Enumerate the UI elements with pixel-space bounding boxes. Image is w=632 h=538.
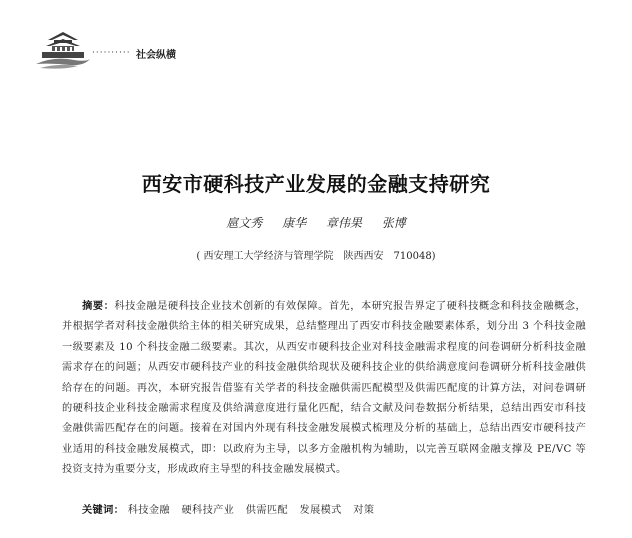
article-title: 西安市硬科技产业发展的金融支持研究 [141, 172, 491, 196]
keyword: 发展模式 [299, 505, 342, 516]
author-name: 扈文秀 [226, 216, 263, 230]
keyword: 硬科技产业 [181, 505, 235, 516]
keyword: 供需匹配 [245, 505, 288, 516]
keyword: 科技金融 [127, 505, 170, 516]
author-name: 张博 [381, 216, 406, 230]
keywords-label: 关键词： [82, 505, 125, 516]
section-label: 社会纵横 [136, 50, 176, 61]
abstract-label: 摘要： [82, 301, 115, 312]
abstract-text: 科技金融是硬科技企业技术创新的有效保障。首先，本研究报告界定了硬科技概念和科技金融概念，并根据学者对科技金融供给主体的相关研究成果，总结整理出了西安市科技金融要素体系，划分出 3 个科技金融一级要素及 10 个科技金融二级要素。其次，从西安市硬科技企业对科技金融需求程度的问卷调研分析科技金融需求存在的问题；从西安市硬科技产业的科技金融供给现状及硬科技企业的供给满意度问卷调研分析科技金融供给存在的问题。再次，本研究报告借鉴有关学者的科技金融供需匹配模型及供需匹配度的计算方法，对问卷调研的硬科技企业科技金融需求程度及供给满意度进行量化匹配，结合文献及问卷数据分析结果，总结出西安市科技金融供需匹配存在的问题。接着在对国内外现有科技金融发展模式梳理及分析的基础上，总结出西安市硬科技产业适用的科技金融发展模式，即：以政府为主导，以多方金融机构为辅助，以完善互联网金融支撑及 PE/VC 等投资支持为重要分支，形成政府主导型的科技金融发展模式。 [62, 301, 586, 476]
author-name: 章伟果 [325, 216, 362, 230]
keyword: 对策 [353, 505, 375, 516]
journal-logo-icon [34, 26, 92, 70]
author-list [0, 214, 632, 231]
author-affiliation: ( 西安理工大学经济与管理学院 陕西西安 710048) [196, 251, 436, 262]
abstract [62, 297, 586, 481]
journal-header [34, 26, 334, 70]
keywords [82, 501, 586, 516]
author-name: 康华 [282, 216, 307, 230]
header-dots: ·········· [92, 48, 131, 58]
